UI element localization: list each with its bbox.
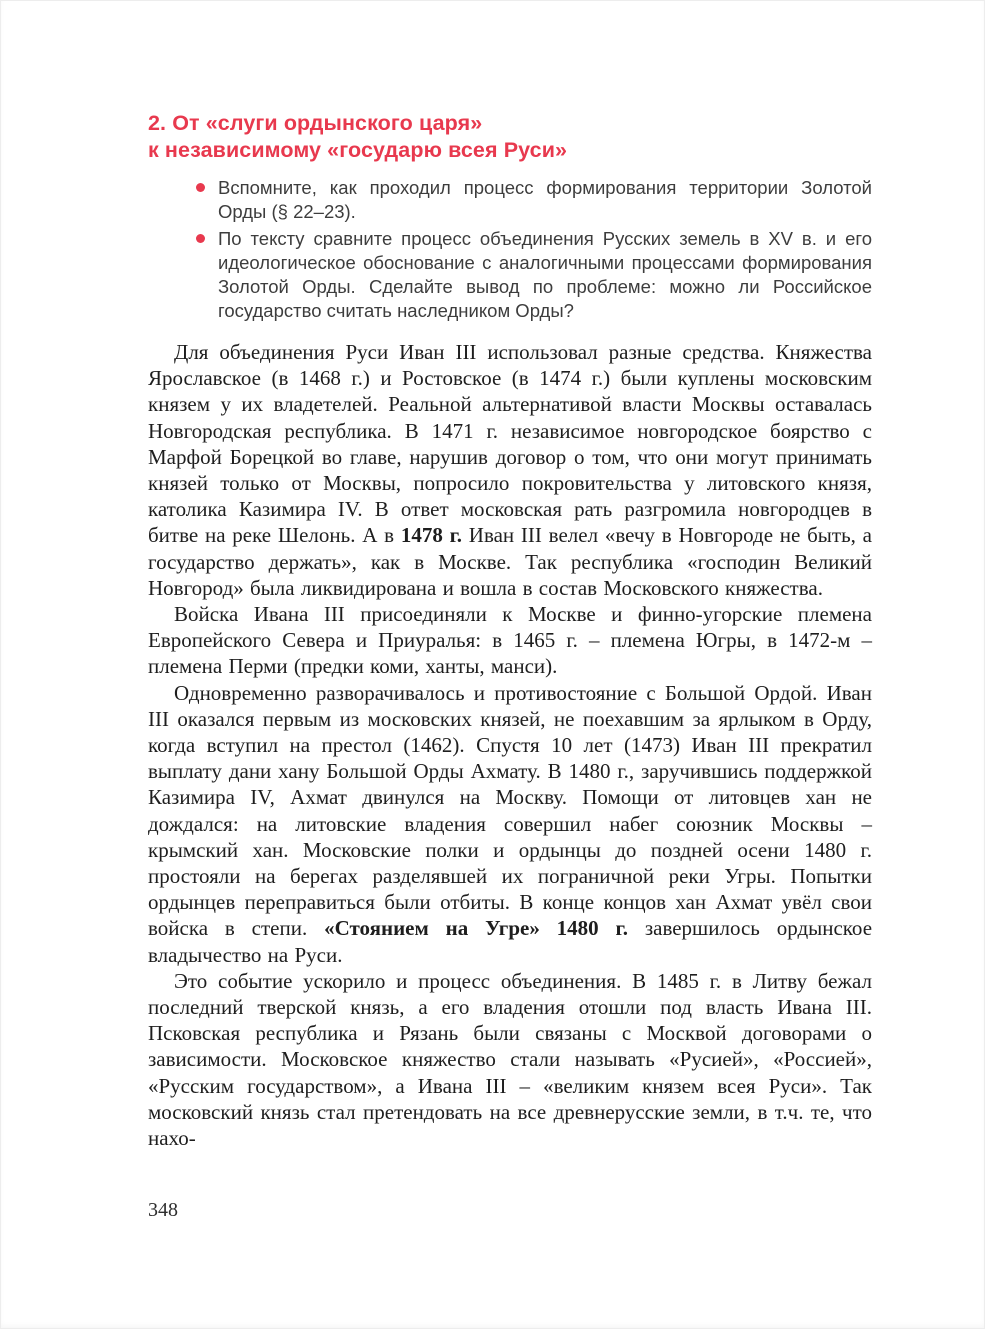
paragraph-text: Это событие ускорило и процесс объединения. В 1485 г. в Литву бежал последний тверской князь, а его владения отошли под власть Ивана III. Псковская республика и Рязань были связаны с Москвой договорами о зависимости. Московское княжество стали называть «Русией», «Россией», «Русским государством», а Ивана III – «великим князем всея Руси». Так московский князь стал претендовать на все древнерусские земли, в т.ч. те, что нахо- [148, 968, 872, 1151]
paragraph-bold-text: 1478 г. [400, 523, 463, 548]
body-paragraph [148, 339, 872, 601]
question-item [194, 227, 872, 323]
question-text: Вспомните, как проходил процесс формирования территории Золотой Орды (§ 22–23). [218, 177, 872, 222]
body-paragraph [148, 968, 872, 1151]
bullet-icon [196, 234, 205, 243]
body-paragraph [148, 601, 872, 680]
paragraph-text: Иван III велел «вечу в Новгороде не быть, а государство держать», как в Москве. Так республика «господин Великий Новгород» была ликвидирована и вошла в состав Московского княжества. [148, 523, 872, 600]
heading-line-1: 2. От «слуги ордынского царя» [148, 111, 483, 135]
section-heading [148, 110, 872, 164]
questions-list [194, 176, 872, 323]
paragraph-bold-text: «Стоянием на Угре» 1480 г. [324, 916, 628, 941]
page-content [148, 110, 872, 1151]
page-number: 348 [148, 1199, 178, 1221]
body-paragraph [148, 680, 872, 968]
heading-line-2: к независимому «государю всея Руси» [148, 138, 568, 162]
question-text: По тексту сравните процесс объединения Русских земель в XV в. и его идеологическое обоснование с аналогичными процессами формирования Золотой Орды. Сделайте вывод по проблеме: можно ли Российское государство считать наследником Орды? [218, 228, 872, 321]
body-text [148, 339, 872, 1151]
paragraph-text: Для объединения Руси Иван III использовал разные средства. Княжества Ярославское (в 1468 г.) и Ростовское (в 1474 г.) были куплены московским князем у их владетелей. Реальной альтернативой власти Москвы оставалась Новгородская республика. В 1471 г. независимое новгородское боярство с Марфой Борецкой во главе, нарушив договор о том, что они могут принимать князей только от Москвы, попросило покровительства у литовского князя, католика Казимира IV. В ответ московская рать разгромила новгородцев в битве на реке Шелонь. А в [148, 340, 872, 548]
paragraph-text: Одновременно разворачивалось и противостояние с Большой Ордой. Иван III оказался первым из московских князей, не поехавшим за ярлыком в Орду, когда вступил на престол (1462). Спустя 10 лет (1473) Иван III прекратил выплату дани хану Большой Орды Ахмату. В 1480 г., заручившись поддержкой Казимира IV, Ахмат двинулся на Москву. Помощи от литовцев хан не дождался: на литовские владения совершил набег союзник Москвы – крымский хан. Московские полки и ордынцы до поздней осени 1480 г. простояли на берегах разделявшей их пограничной реки Угры. Попытки ордынцев переправиться были отбиты. В конце концов хан Ахмат увёл свои войска в степи. [148, 680, 872, 941]
paragraph-text: завершилось ордынское владычество на Руси. [148, 916, 873, 967]
paragraph-text: Войска Ивана III присоединяли к Москве и финно-угорские племена Европейского Севера и Приуралья: в 1465 г. – племена Югры, в 1472-м – племена Перми (предки коми, ханты, манси). [148, 602, 872, 679]
bullet-icon [196, 183, 205, 192]
question-item [194, 176, 872, 224]
